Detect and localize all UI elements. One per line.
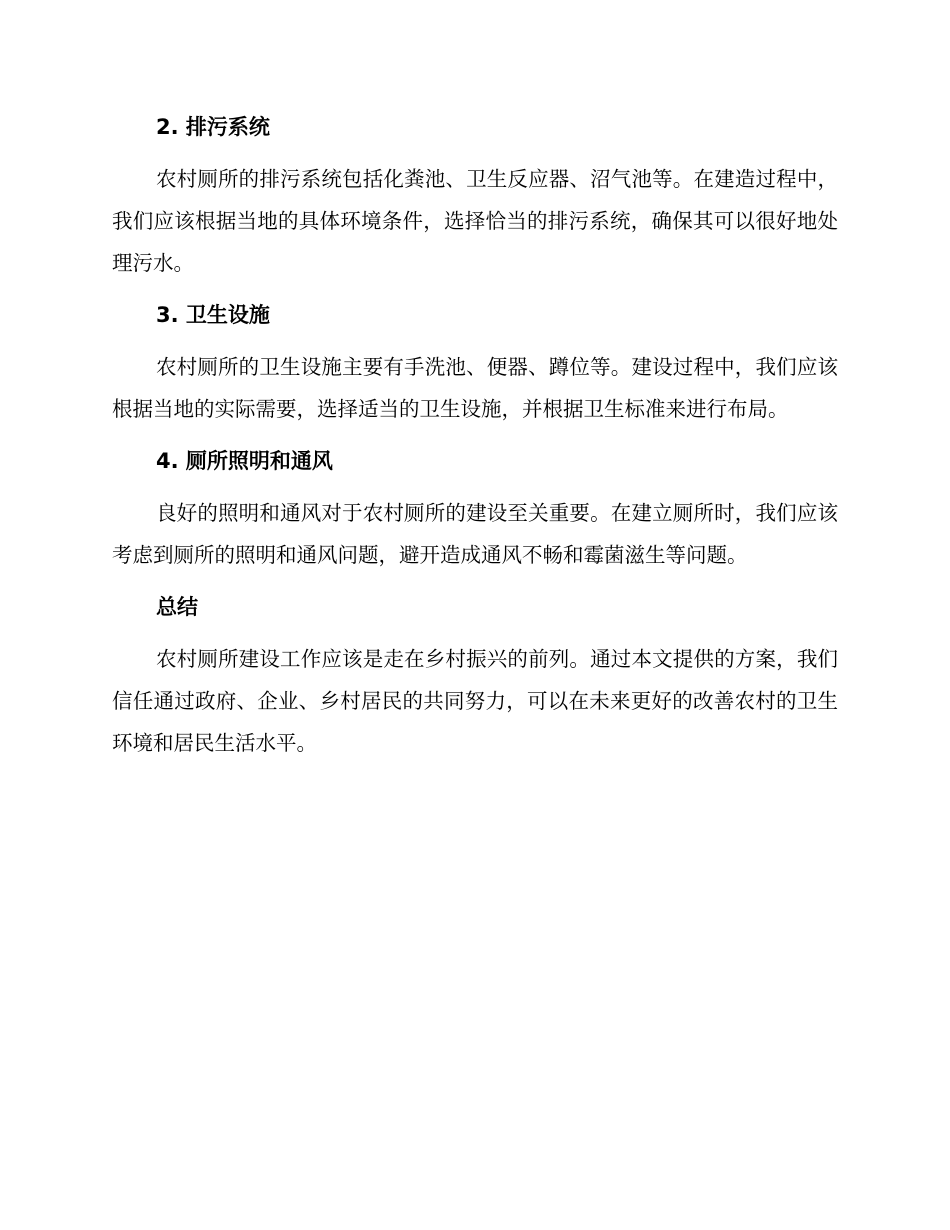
section-paragraph: 农村厕所建设工作应该是走在乡村振兴的前列。通过本文提供的方案，我们信任通过政府、企业、乡村居民的共同努力，可以在未来更好的改善农村的卫生环境和居民生活水平。 <box>112 647 838 755</box>
section-summary <box>112 592 838 764</box>
section-heading: 2. 排污系统 <box>156 115 270 139</box>
section-heading: 总结 <box>156 595 198 619</box>
section-sanitary-facilities <box>112 300 838 430</box>
section-sewage <box>112 112 838 284</box>
section-paragraph: 农村厕所的排污系统包括化粪池、卫生反应器、沼气池等。在建造过程中，我们应该根据当地的具体环境条件，选择恰当的排污系统，确保其可以很好地处理污水。 <box>112 167 838 275</box>
section-heading: 4. 厕所照明和通风 <box>156 449 333 473</box>
section-lighting-ventilation <box>112 446 838 576</box>
section-paragraph: 良好的照明和通风对于农村厕所的建设至关重要。在建立厕所时，我们应该考虑到厕所的照明和通风问题，避开造成通风不畅和霉菌滋生等问题。 <box>112 501 838 567</box>
section-paragraph: 农村厕所的卫生设施主要有手洗池、便器、蹲位等。建设过程中，我们应该根据当地的实际需要，选择适当的卫生设施，并根据卫生标准来进行布局。 <box>112 355 838 421</box>
section-heading: 3. 卫生设施 <box>156 303 270 327</box>
